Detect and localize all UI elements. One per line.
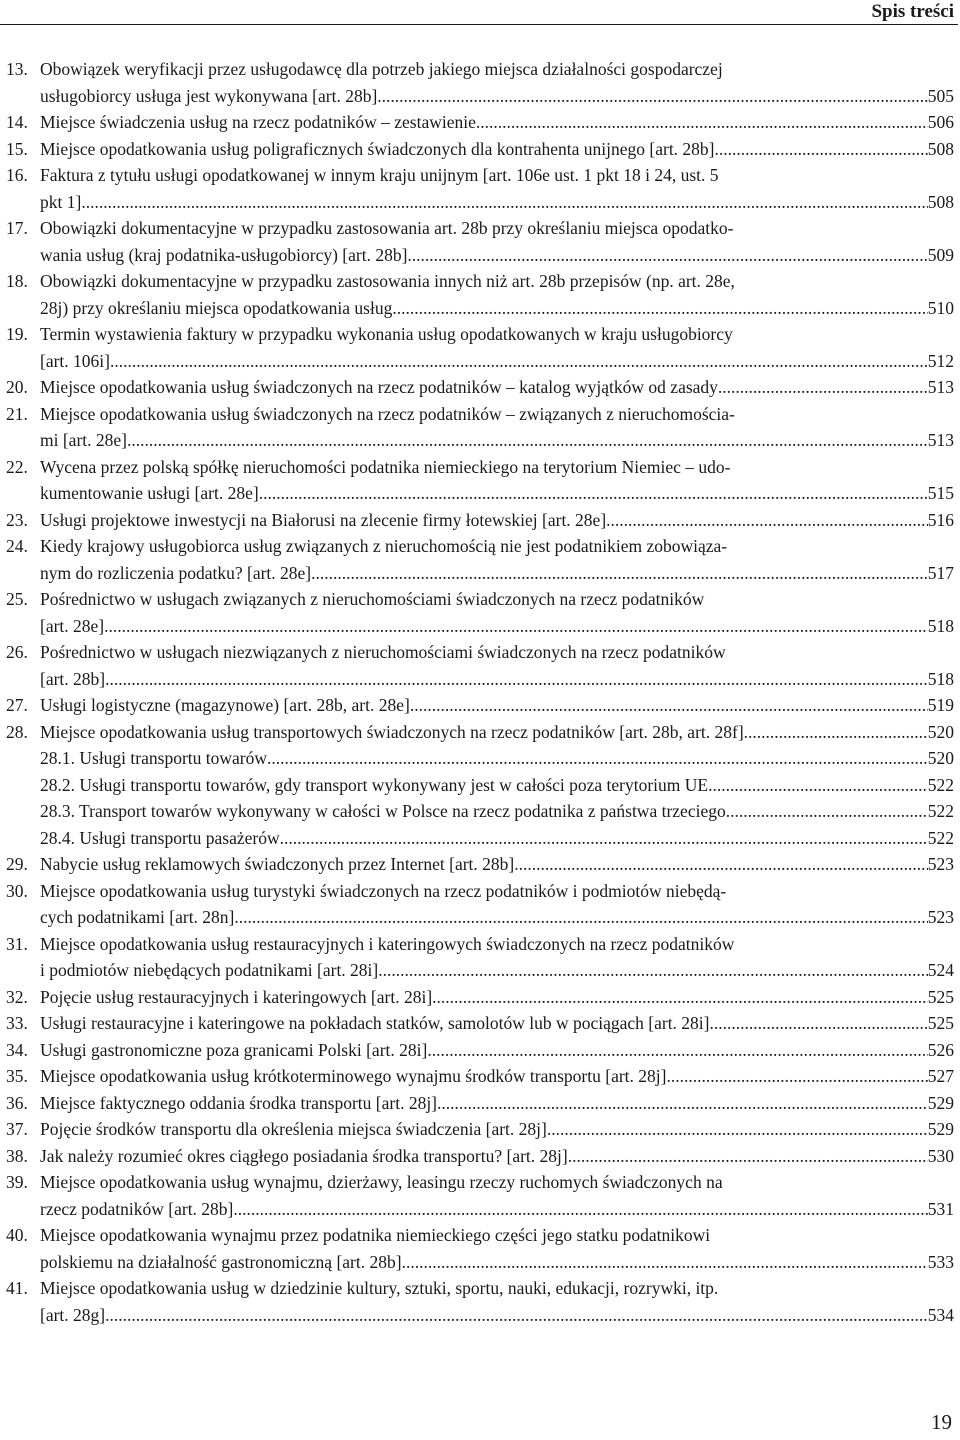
toc-entry-number: 25. <box>6 589 28 609</box>
toc-entry-title-line: usługobiorcy usługa jest wykonywana [art. 28b] <box>40 85 378 106</box>
dot-leader <box>105 1302 928 1329</box>
toc-entry-body <box>40 1222 954 1275</box>
toc-entry-page: 512 <box>927 350 954 371</box>
toc-entry-title-line: Miejsce opodatkowania usług wynajmu, dzierżawy, leasingu rzeczy ruchomych świadczonych na <box>40 1172 723 1192</box>
toc-entry-page: 530 <box>927 1145 954 1166</box>
toc-entry-page: 533 <box>927 1251 954 1272</box>
toc-entry-title-line: Pośrednictwo w usługach związanych z nieruchomościami świadczonych na rzecz podatników <box>40 589 705 609</box>
toc-entry-title-line: Pojęcie usług restauracyjnych i kateringowych [art. 28i] <box>40 986 433 1007</box>
toc-entry-number: 21. <box>6 403 28 424</box>
toc-entry-body <box>40 533 954 586</box>
toc-entry-title-line: Usługi restauracyjne i kateringowe na pokładach statków, samolotów lub w pociągach [art. 28i] <box>40 1013 710 1033</box>
toc-entry-page: 516 <box>927 509 954 530</box>
toc-entry-page: 523 <box>927 907 954 927</box>
toc-entry-body <box>40 692 954 719</box>
toc-entry-page: 508 <box>927 138 954 159</box>
toc-entry[interactable] <box>6 374 954 401</box>
toc-entry[interactable] <box>6 1169 954 1222</box>
toc-entry-number <box>6 825 40 852</box>
toc-entry-number: 34. <box>6 1039 28 1060</box>
dot-leader <box>233 1196 927 1223</box>
dot-leader <box>259 480 928 507</box>
toc-entry-body <box>40 639 954 692</box>
toc-entry[interactable] <box>6 507 954 534</box>
toc-entry[interactable] <box>6 825 954 852</box>
toc-entry-body <box>40 1090 954 1117</box>
toc-entry-title-line: polskiemu na działalność gastronomiczną [art. 28b] <box>40 1251 402 1272</box>
toc-entry-number: 13. <box>6 59 28 79</box>
table-of-contents <box>6 56 954 1328</box>
toc-entry[interactable] <box>6 162 954 215</box>
toc-entry[interactable] <box>6 109 954 136</box>
toc-entry-body <box>40 136 954 163</box>
toc-entry-number: 16. <box>6 165 28 185</box>
dot-leader <box>710 1010 928 1037</box>
toc-entry-title-line: mi [art. 28e] <box>40 430 127 450</box>
toc-entry-number <box>6 772 40 799</box>
toc-entry-title-line: pkt 1] <box>40 191 82 212</box>
toc-entry-body <box>40 162 954 215</box>
toc-entry-number: 23. <box>6 509 28 530</box>
toc-entry-body <box>40 321 954 374</box>
toc-entry[interactable] <box>6 136 954 163</box>
toc-entry-title-line: Miejsce opodatkowania usług turystyki świadczonych na rzecz podatników i podmiotów niebędą- <box>40 880 727 901</box>
toc-entry[interactable] <box>6 1063 954 1090</box>
toc-entry-body <box>40 1010 954 1037</box>
toc-entry-body <box>40 1037 954 1064</box>
toc-entry-number: 39. <box>6 1172 28 1192</box>
toc-entry[interactable] <box>6 1037 954 1064</box>
toc-entry-title-line: Obowiązki dokumentacyjne w przypadku zastosowania art. 28b przy określaniu miejsca opodatko- <box>40 218 734 238</box>
toc-entry-body <box>40 719 954 746</box>
toc-entry-body <box>40 268 954 321</box>
toc-entry-title-line: i podmiotów niebędących podatnikami [art. 28i] <box>40 960 379 980</box>
toc-entry-title-line: Jak należy rozumieć okres ciągłego posiadania środka transportu? [art. 28j] <box>40 1145 568 1166</box>
toc-entry-title-line: [art. 28g] <box>40 1304 106 1325</box>
toc-entry-title-line: Miejsce świadczenia usług na rzecz podatników – zestawienie <box>40 112 476 132</box>
toc-entry-title-line: Miejsce opodatkowania usług świadczonych na rzecz podatników – związanych z nieruchomościa- <box>40 403 735 424</box>
toc-entry-number: 18. <box>6 271 28 291</box>
toc-entry-title-line: nym do rozliczenia podatku? [art. 28e] <box>40 562 312 583</box>
toc-entry-title-line: Miejsce opodatkowania usług transportowych świadczonych na rzecz podatników [art. 28b, art. 28f] <box>40 721 744 742</box>
toc-entry-page: 520 <box>927 748 954 768</box>
dot-leader <box>432 984 928 1011</box>
toc-entry[interactable] <box>6 586 954 639</box>
dot-leader <box>606 507 928 534</box>
toc-entry-title-line: 28j) przy określaniu miejsca opodatkowania usług <box>40 297 393 318</box>
toc-entry-title-line: wania usług (kraj podatnika-usługobiorcy) [art. 28b] <box>40 244 408 265</box>
toc-entry[interactable] <box>6 56 954 109</box>
dot-leader <box>708 772 928 799</box>
toc-entry-number: 14. <box>6 112 28 132</box>
toc-entry-title-line: Obowiązek weryfikacji przez usługodawcę dla potrzeb jakiego miejsca działalności gospodarczej <box>40 59 723 79</box>
toc-entry-title-line: cych podatnikami [art. 28n] <box>40 907 235 927</box>
toc-entry-title-line: Miejsce opodatkowania usług restauracyjnych i kateringowych świadczonych na rzecz podatników <box>40 933 735 954</box>
toc-entry-page: 525 <box>927 986 954 1007</box>
toc-entry-title-line: Usługi gastronomiczne poza granicami Polski [art. 28i] <box>40 1039 428 1060</box>
toc-entry-page: 525 <box>927 1013 954 1033</box>
toc-entry-number: 36. <box>6 1092 28 1113</box>
toc-entry-page: 522 <box>927 801 954 821</box>
toc-entry-number: 24. <box>6 536 28 556</box>
dot-leader <box>234 904 927 931</box>
toc-entry-page: 515 <box>927 483 954 503</box>
toc-entry-body <box>40 1143 954 1170</box>
toc-entry-title-line: 28.1. Usługi transportu towarów <box>40 748 267 768</box>
toc-entry[interactable] <box>6 984 954 1011</box>
toc-entry[interactable] <box>6 1222 954 1275</box>
toc-entry-body <box>40 374 954 401</box>
toc-entry-page: 513 <box>927 377 954 397</box>
toc-entry-page: 527 <box>927 1066 954 1086</box>
toc-entry-body <box>40 401 954 454</box>
toc-entry-page: 505 <box>927 85 954 106</box>
toc-entry-number <box>6 798 40 825</box>
dot-leader <box>81 189 927 216</box>
toc-entry-page: 531 <box>927 1198 954 1219</box>
toc-entry-body <box>40 878 954 931</box>
toc-entry-page: 506 <box>927 112 954 132</box>
toc-entry-page: 534 <box>927 1304 954 1325</box>
toc-entry-number: 33. <box>6 1013 28 1033</box>
toc-entry-number: 30. <box>6 880 28 901</box>
toc-entry-title-line: [art. 106i] <box>40 350 110 371</box>
toc-entry-body <box>40 215 954 268</box>
toc-entry-body <box>40 1116 954 1143</box>
dot-leader <box>547 1116 928 1143</box>
toc-entry-page: 510 <box>927 297 954 318</box>
toc-entry-body <box>40 1275 954 1328</box>
toc-entry-page: 529 <box>927 1092 954 1113</box>
toc-entry-page: 522 <box>927 774 954 795</box>
toc-entry[interactable] <box>6 1090 954 1117</box>
toc-entry[interactable] <box>6 719 954 746</box>
dot-leader <box>666 1063 927 1090</box>
toc-entry-number: 37. <box>6 1119 28 1139</box>
toc-entry-title-line: Miejsce opodatkowania usług w dziedzinie kultury, sztuki, sportu, nauki, edukacji, rozrywki, itp. <box>40 1278 719 1298</box>
toc-entry-body <box>40 454 954 507</box>
toc-entry-page: 523 <box>927 854 954 874</box>
toc-entry[interactable] <box>6 533 954 586</box>
toc-entry[interactable] <box>6 745 954 772</box>
toc-entry-page: 520 <box>927 721 954 742</box>
toc-entry-page: 522 <box>927 827 954 848</box>
toc-entry-number: 28. <box>6 721 28 742</box>
toc-entry-title-line: kumentowanie usługi [art. 28e] <box>40 483 259 503</box>
toc-entry[interactable] <box>6 1010 954 1037</box>
dot-leader <box>744 719 928 746</box>
toc-entry-number: 29. <box>6 854 28 874</box>
dot-leader <box>378 957 928 984</box>
toc-entry[interactable] <box>6 639 954 692</box>
toc-entry-title-line: Faktura z tytułu usługi opodatkowanej w innym kraju unijnym [art. 106e ust. 1 pkt 18 i 24, ust. 5 <box>40 165 719 185</box>
toc-entry-title-line: Miejsce faktycznego oddania środka transportu [art. 28j] <box>40 1092 438 1113</box>
dot-leader <box>437 1090 928 1117</box>
toc-entry-page: 519 <box>927 695 954 715</box>
toc-entry[interactable] <box>6 401 954 454</box>
running-head-title: Spis treści <box>871 1 954 22</box>
toc-entry-title-line: Pojęcie środków transportu dla określenia miejsca świadczenia [art. 28j] <box>40 1119 547 1139</box>
dot-leader <box>427 1037 927 1064</box>
toc-entry-number: 15. <box>6 138 28 159</box>
header-rule <box>0 24 958 25</box>
toc-entry-page: 513 <box>927 430 954 450</box>
dot-leader <box>127 427 928 454</box>
toc-entry-title-line: [art. 28b] <box>40 668 106 689</box>
toc-entry-body <box>40 586 954 639</box>
toc-entry-number <box>6 745 40 772</box>
dot-leader <box>105 666 928 693</box>
toc-entry-body <box>40 772 954 799</box>
dot-leader <box>104 613 928 640</box>
toc-entry-title-line: Nabycie usług reklamowych świadczonych przez Internet [art. 28b] <box>40 854 515 874</box>
toc-entry-title-line: Termin wystawienia faktury w przypadku wykonania usług opodatkowanych w kraju usługobiorcy <box>40 324 733 344</box>
toc-entry-title-line: Usługi logistyczne (magazynowe) [art. 28b, art. 28e] <box>40 695 410 715</box>
toc-entry[interactable] <box>6 1143 954 1170</box>
toc-entry-title-line: Usługi projektowe inwestycji na Białorusi na zlecenie firmy łotewskiej [art. 28e] <box>40 509 607 530</box>
toc-entry-title-line: Miejsce opodatkowania usług krótkoterminowego wynajmu środków transportu [art. 28j] <box>40 1066 667 1086</box>
toc-entry-title-line: [art. 28e] <box>40 615 105 636</box>
toc-entry-number: 22. <box>6 456 28 477</box>
toc-entry[interactable] <box>6 851 954 878</box>
dot-leader <box>280 825 928 852</box>
toc-entry[interactable] <box>6 931 954 984</box>
toc-entry[interactable] <box>6 798 954 825</box>
dot-leader <box>407 242 927 269</box>
toc-entry-number: 17. <box>6 218 28 238</box>
toc-entry-body <box>40 56 954 109</box>
toc-entry[interactable] <box>6 1275 954 1328</box>
toc-entry-number: 32. <box>6 986 28 1007</box>
toc-entry-number: 38. <box>6 1145 28 1166</box>
toc-entry-body <box>40 507 954 534</box>
toc-entry-page: 524 <box>927 960 954 980</box>
toc-entry-number: 31. <box>6 933 28 954</box>
toc-entry-number: 35. <box>6 1066 28 1086</box>
toc-entry-body <box>40 851 954 878</box>
toc-entry-page: 526 <box>927 1039 954 1060</box>
toc-entry-number: 40. <box>6 1225 28 1245</box>
dot-leader <box>568 1143 928 1170</box>
dot-leader <box>718 374 928 401</box>
dot-leader <box>715 136 928 163</box>
toc-entry-title-line: Miejsce opodatkowania wynajmu przez podatnika niemieckiego części jego statku podatnikowi <box>40 1225 711 1245</box>
toc-entry-page: 517 <box>927 562 954 583</box>
toc-entry-body <box>40 931 954 984</box>
dot-leader <box>476 109 928 136</box>
dot-leader <box>311 560 928 587</box>
dot-leader <box>514 851 927 878</box>
dot-leader <box>410 692 928 719</box>
toc-entry-body <box>40 825 954 852</box>
toc-entry[interactable] <box>6 692 954 719</box>
toc-entry-body <box>40 1169 954 1222</box>
toc-entry-number: 19. <box>6 324 28 344</box>
toc-entry-number: 41. <box>6 1278 28 1298</box>
toc-entry-body <box>40 798 954 825</box>
toc-entry-title-line: Kiedy krajowy usługobiorca usług związanych z nieruchomością nie jest podatnikiem zobowiąza- <box>40 536 728 556</box>
toc-entry-title-line: Miejsce opodatkowania usług świadczonych na rzecz podatników – katalog wyjątków od zasady <box>40 377 718 397</box>
toc-entry-title-line: 28.2. Usługi transportu towarów, gdy transport wykonywany jest w całości poza terytorium UE <box>40 774 709 795</box>
toc-entry-title-line: 28.3. Transport towarów wykonywany w całości w Polsce na rzecz podatnika z państwa trzeciego <box>40 801 726 821</box>
dot-leader <box>392 295 927 322</box>
toc-entry[interactable] <box>6 268 954 321</box>
toc-entry-page: 518 <box>927 668 954 689</box>
toc-entry-title-line: Wycena przez polską spółkę nieruchomości podatnika niemieckiego na terytorium Niemiec – udo- <box>40 456 731 477</box>
toc-entry-page: 509 <box>927 244 954 265</box>
toc-entry[interactable] <box>6 1116 954 1143</box>
toc-entry-title-line: Pośrednictwo w usługach niezwiązanych z nieruchomościami świadczonych na rzecz podatników <box>40 642 726 662</box>
toc-entry[interactable] <box>6 454 954 507</box>
page-number: 19 <box>931 1410 952 1434</box>
toc-entry-page: 518 <box>927 615 954 636</box>
toc-entry-body <box>40 984 954 1011</box>
toc-entry-body <box>40 109 954 136</box>
toc-entry-number: 27. <box>6 695 28 715</box>
dot-leader <box>110 348 928 375</box>
toc-entry-title-line: Obowiązki dokumentacyjne w przypadku zastosowania innych niż art. 28b przepisów (np. art. 28e, <box>40 271 735 291</box>
toc-entry[interactable] <box>6 772 954 799</box>
toc-entry-number: 20. <box>6 377 28 397</box>
toc-entry-number: 26. <box>6 642 28 662</box>
toc-entry-page: 508 <box>927 191 954 212</box>
toc-entry-title-line: rzecz podatników [art. 28b] <box>40 1198 234 1219</box>
toc-entry-body <box>40 745 954 772</box>
toc-entry[interactable] <box>6 215 954 268</box>
toc-entry[interactable] <box>6 321 954 374</box>
toc-entry-title-line: Miejsce opodatkowania usług poligraficznych świadczonych dla kontrahenta unijnego [art. 28b] <box>40 138 715 159</box>
toc-entry[interactable] <box>6 878 954 931</box>
dot-leader <box>402 1249 928 1276</box>
dot-leader <box>267 745 928 772</box>
dot-leader <box>726 798 928 825</box>
dot-leader <box>377 83 927 110</box>
toc-entry-title-line: 28.4. Usługi transportu pasażerów <box>40 827 280 848</box>
toc-entry-page: 529 <box>927 1119 954 1139</box>
toc-entry-body <box>40 1063 954 1090</box>
